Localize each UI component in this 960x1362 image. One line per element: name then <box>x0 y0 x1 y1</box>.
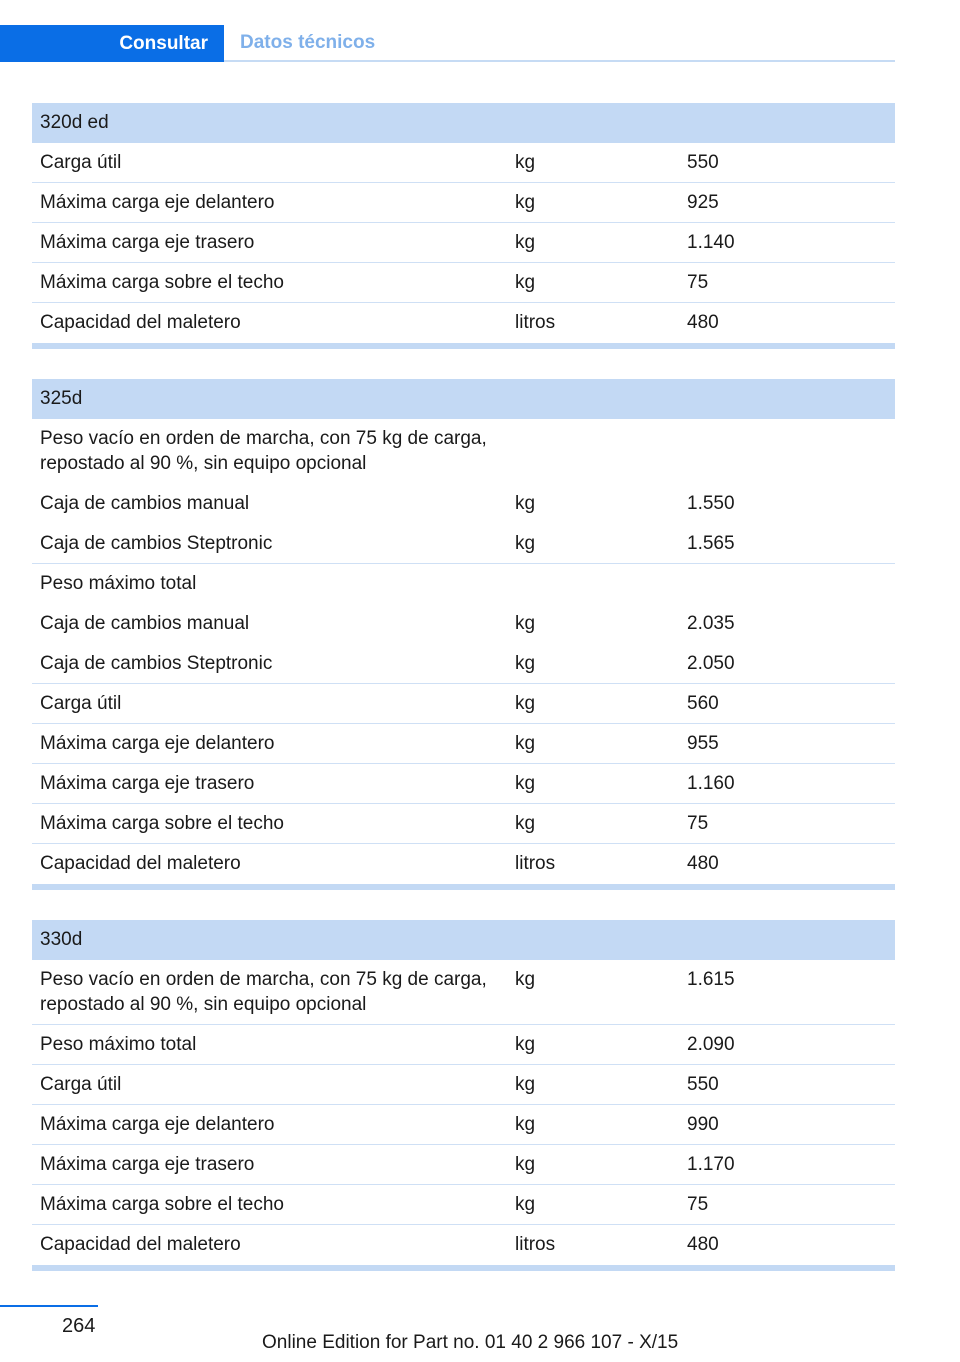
row-unit: kg <box>515 1074 536 1095</box>
row-value: 1.170 <box>687 1154 735 1175</box>
row-label: Capacidad del maletero <box>40 853 241 874</box>
table-row <box>32 844 895 884</box>
header-underline <box>224 60 895 62</box>
table-bottom-bar <box>32 343 895 349</box>
row-value: 480 <box>687 1234 719 1255</box>
row-value: 990 <box>687 1114 719 1135</box>
table-row <box>32 960 895 1025</box>
row-value: 1.160 <box>687 773 735 794</box>
row-label: Máxima carga eje delantero <box>40 733 275 754</box>
row-value <box>679 564 895 604</box>
row-label: Máxima carga eje trasero <box>40 773 255 794</box>
spec-table <box>32 103 895 349</box>
page-header <box>0 25 895 62</box>
row-unit: kg <box>515 272 536 293</box>
row-unit: kg <box>515 813 536 834</box>
row-label: Máxima carga eje delantero <box>40 1114 275 1135</box>
technical-data-tables <box>32 103 895 1301</box>
table-bottom-bar <box>32 1265 895 1271</box>
row-label: Máxima carga sobre el techo <box>40 1194 284 1215</box>
row-label: Carga útil <box>40 152 122 173</box>
row-label: Carga útil <box>40 693 122 714</box>
row-label: Capacidad del maletero <box>40 1234 241 1255</box>
row-unit: kg <box>515 773 536 794</box>
table-row <box>32 1025 895 1065</box>
tab-consultar[interactable]: Consultar <box>0 25 224 62</box>
table-title: 325d <box>32 379 895 419</box>
table-row <box>32 684 895 724</box>
table-bottom-bar <box>32 884 895 890</box>
row-label: Máxima carga sobre el techo <box>40 813 284 834</box>
row-unit: kg <box>515 493 536 514</box>
table-row <box>32 484 895 524</box>
table-row <box>32 804 895 844</box>
row-value: 480 <box>687 853 719 874</box>
row-unit: kg <box>515 1114 536 1135</box>
row-value: 550 <box>687 1074 719 1095</box>
row-value: 1.140 <box>687 232 735 253</box>
row-label: Caja de cambios Steptronic <box>40 653 273 674</box>
row-label: Peso máximo total <box>40 573 197 594</box>
row-value: 1.550 <box>687 493 735 514</box>
page-number-rule <box>0 1305 98 1307</box>
row-unit <box>507 564 679 604</box>
table-row <box>32 1105 895 1145</box>
table-row <box>32 1065 895 1105</box>
row-label: Máxima carga eje trasero <box>40 1154 255 1175</box>
row-value: 75 <box>687 272 709 293</box>
row-value: 560 <box>687 693 719 714</box>
row-unit: kg <box>515 192 536 213</box>
table-row <box>32 724 895 764</box>
table-row <box>32 564 895 604</box>
row-unit: kg <box>515 693 536 714</box>
edition-footer: Online Edition for Part no. 01 40 2 966 107 - X/15 <box>262 1332 679 1353</box>
row-unit: kg <box>515 969 536 990</box>
table-row <box>32 604 895 644</box>
table-row <box>32 764 895 804</box>
row-label: Máxima carga eje trasero <box>40 232 255 253</box>
row-unit: kg <box>515 653 536 674</box>
row-value: 925 <box>687 192 719 213</box>
row-unit: kg <box>515 1194 536 1215</box>
table-row <box>32 644 895 684</box>
row-value: 2.050 <box>687 653 735 674</box>
table-row <box>32 1145 895 1185</box>
table-row <box>32 303 895 343</box>
row-label: Carga útil <box>40 1074 122 1095</box>
row-unit: kg <box>515 733 536 754</box>
row-value: 550 <box>687 152 719 173</box>
row-label: Caja de cambios manual <box>40 613 250 634</box>
table-row <box>32 1185 895 1225</box>
table-title: 330d <box>32 920 895 960</box>
table-row <box>32 263 895 303</box>
row-unit: kg <box>515 232 536 253</box>
row-unit: kg <box>515 533 536 554</box>
row-label: Máxima carga sobre el techo <box>40 272 284 293</box>
row-value <box>679 419 895 484</box>
row-unit: kg <box>515 1034 536 1055</box>
row-label: Peso vacío en orden de marcha, con 75 kg de carga, repostado al 90 %, sin equipo opcional <box>40 969 487 1015</box>
row-value: 955 <box>687 733 719 754</box>
row-label: Máxima carga eje delantero <box>40 192 275 213</box>
table-title: 320d ed <box>32 103 895 143</box>
row-value: 2.090 <box>687 1034 735 1055</box>
row-unit: kg <box>515 613 536 634</box>
row-label: Peso máximo total <box>40 1034 197 1055</box>
row-label: Caja de cambios Steptronic <box>40 533 273 554</box>
row-unit: litros <box>515 1234 556 1255</box>
row-value: 2.035 <box>687 613 735 634</box>
row-value: 480 <box>687 312 719 333</box>
table-row <box>32 419 895 484</box>
tab-datos-tecnicos[interactable]: Datos técnicos <box>240 31 376 53</box>
row-unit <box>507 419 679 484</box>
row-value: 1.615 <box>687 969 735 990</box>
row-value: 1.565 <box>687 533 735 554</box>
row-unit: kg <box>515 1154 536 1175</box>
table-row <box>32 143 895 183</box>
table-row <box>32 524 895 564</box>
row-value: 75 <box>687 1194 709 1215</box>
table-row <box>32 1225 895 1265</box>
table-row <box>32 183 895 223</box>
row-label: Capacidad del maletero <box>40 312 241 333</box>
row-label: Caja de cambios manual <box>40 493 250 514</box>
page-number: 264 <box>62 1315 96 1337</box>
spec-table <box>32 379 895 890</box>
row-unit: litros <box>515 312 556 333</box>
row-unit: kg <box>515 152 536 173</box>
spec-table <box>32 920 895 1271</box>
table-row <box>32 223 895 263</box>
row-value: 75 <box>687 813 709 834</box>
row-unit: litros <box>515 853 556 874</box>
row-label: Peso vacío en orden de marcha, con 75 kg de carga, repostado al 90 %, sin equipo opcional <box>40 428 487 474</box>
